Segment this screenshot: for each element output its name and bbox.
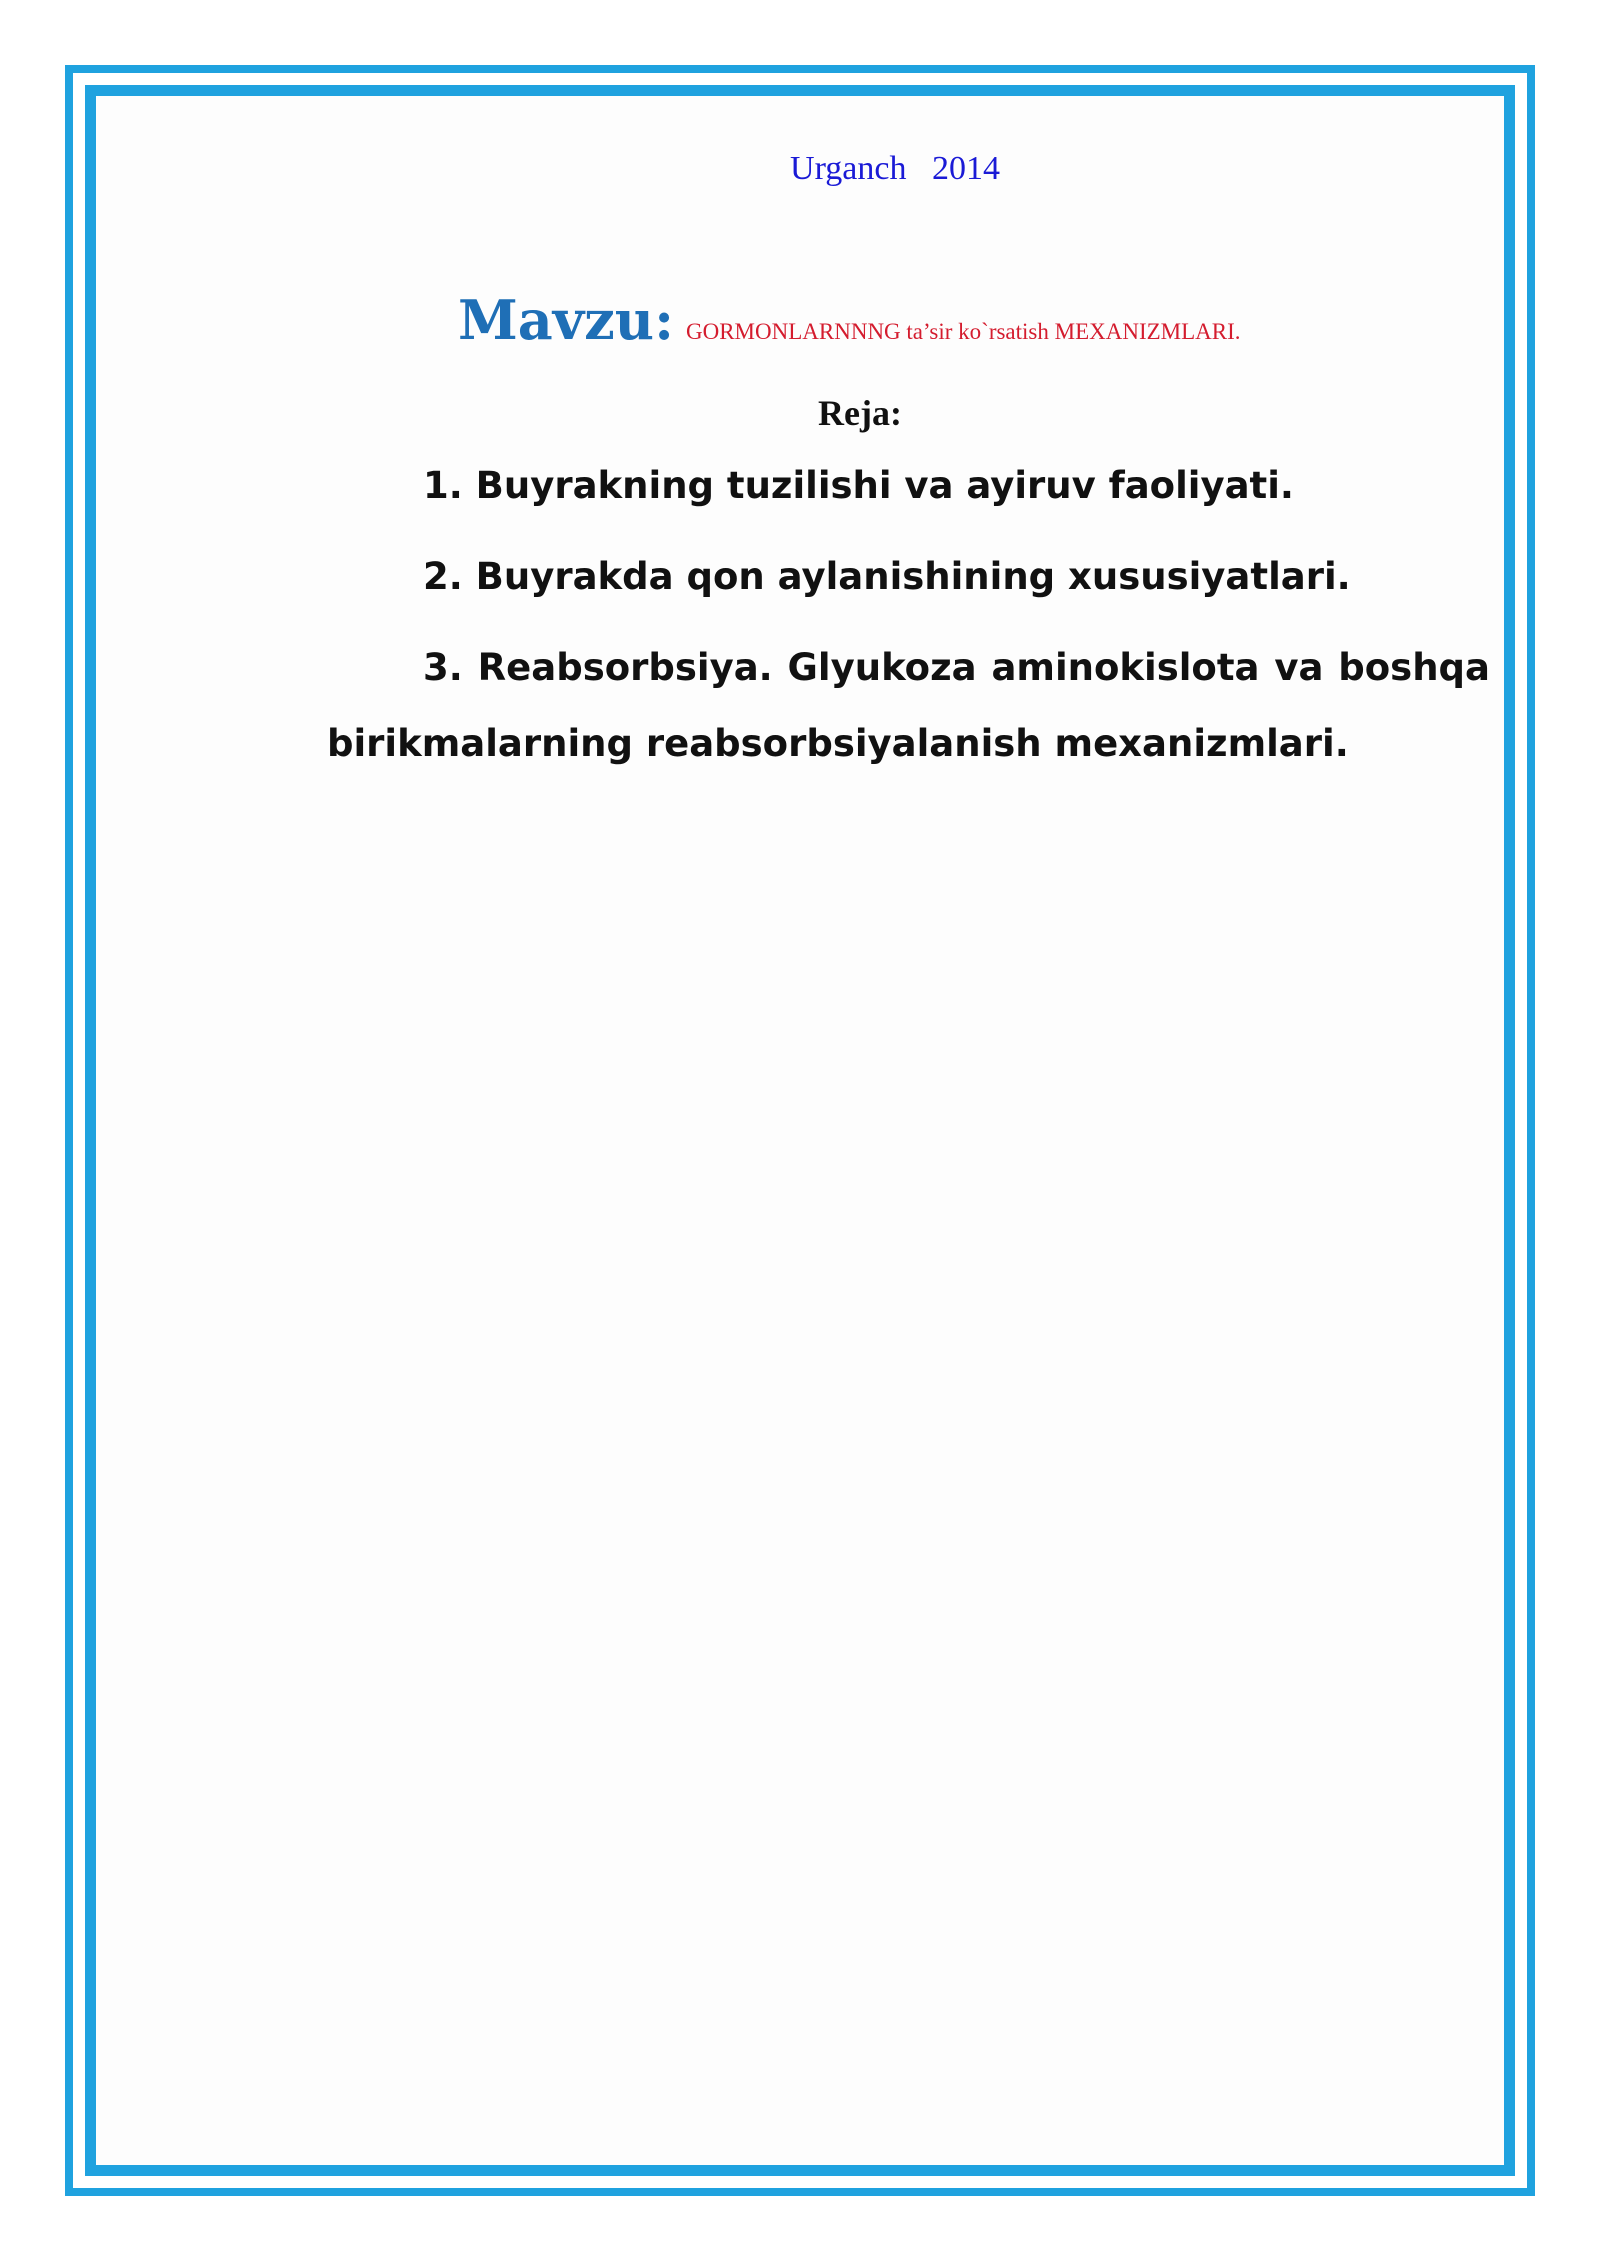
- plan-list: [327, 462, 1490, 825]
- plan-heading: Reja:: [818, 393, 902, 433]
- plan-item-3: 3. Reabsorbsiya. Glyukoza aminokislota va boshqa birikmalarning reabsorbsiyalanish mexanizmlari.: [327, 646, 1490, 765]
- plan-item-1: 1. Buyrakning tuzilishi va ayiruv faoliyati.: [423, 464, 1294, 507]
- topic-label: Mavzu:: [458, 288, 674, 352]
- topic-title: GORMONLARNNNG ta’sir ko`rsatish MEXANIZMLARI.: [686, 319, 1241, 344]
- plan-item-2: 2. Buyrakda qon aylanishining xususiyatlari.: [423, 555, 1351, 598]
- topic-line: [458, 288, 1241, 352]
- city-year-header: Urganch 2014: [790, 150, 1000, 187]
